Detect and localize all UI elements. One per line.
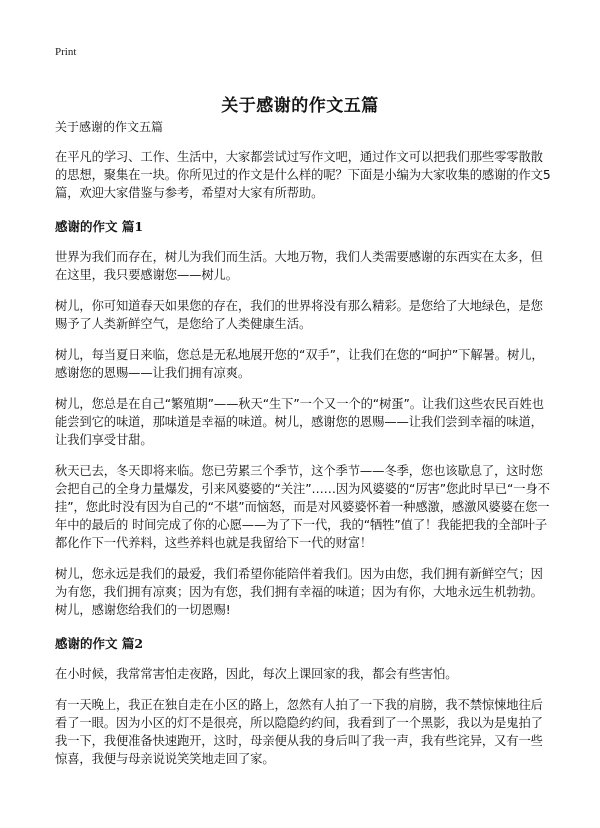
section-heading-1: 感谢的作文 篇1 xyxy=(55,219,144,234)
paragraph: 秋天已去，冬天即将来临。您已劳累三个季节，这个季节——冬季，您也该歇息了，这时您会把自己的全身力量爆发，引来风婆婆的“关注”……因为风婆婆的“厉害”您此时早已“一身不挂”，您此时没有因为自己的“不堪”而恼怒，而是对风婆婆怀着一种感激，感激风婆婆在您一年中的最后的 时间完成了你的心愿——为了下一代，我的“牺牲”值了！我能把我的全部叶子都化作下一代养料，这些养料也就是我留给下一代的财富！ xyxy=(55,464,550,550)
document-title: 关于感谢的作文五篇 xyxy=(221,96,379,117)
paragraph: 在小时候，我常常害怕走夜路，因此，每次上课回家的我，都会有些害怕。 xyxy=(55,667,458,681)
paragraph: 树儿，您永远是我们的最爱，我们希望你能陪伴着我们。因为由您，我们拥有新鲜空气；因为有您，我们拥有凉爽；因为有您，我们拥有幸福的味道；因为有你，大地永远生机勃勃。树儿，感谢您给我们的一切恩赐! xyxy=(55,567,543,617)
paragraph: 有一天晚上，我正在独自走在小区的路上，忽然有人拍了一下我的肩膀，我不禁惊悚地往后看了一眼。因为小区的灯不是很亮，所以隐隐约约间，我看到了一个黑影，我以为是鬼拍了我一下，我便准备快速跑开，这时，母亲便从我的身后叫了我一声，我有些诧异，又有一些惊喜，我便与母亲说说笑笑地走回了家。 xyxy=(55,698,543,766)
paragraph: 树儿，每当夏日来临，您总是无私地展开您的“双手”，让我们在您的“呵护”下解暑。树儿，感谢您的恩赐——让我们拥有凉爽。 xyxy=(55,348,544,380)
intro-paragraph: 在平凡的学习、工作、生活中，大家都尝试过写作文吧，通过作文可以把我们那些零零散散的思想，聚集在一块。你所见过的作文是什么样的呢？下面是小编为大家收集的感谢的作文5篇，欢迎大家借鉴与参考，希望对大家有所帮助。 xyxy=(55,150,551,200)
paragraph: 世界为我们而存在，树儿为我们而生活。大地万物，我们人类需要感谢的东西实在太多，但在这里，我只要感谢您——树儿。 xyxy=(55,250,543,282)
paragraph: 树儿，你可知道春天如果您的存在，我们的世界将没有那么精彩。是您给了大地绿色，是您赐予了人类新鲜空气，是您给了人类健康生活。 xyxy=(55,299,543,331)
document-body xyxy=(55,118,555,781)
paragraph: 树儿，您总是在自己“繁殖期”——秋天“生下”一个又一个的“树蛋”。让我们这些农民百姓也能尝到它的味道，那味道是幸福的味道。树儿，感谢您的恩赐——让我们尝到幸福的味道，让我们享受甘甜。 xyxy=(55,397,544,447)
print-label: Print xyxy=(55,46,77,58)
document-subtitle: 关于感谢的作文五篇 xyxy=(55,120,164,134)
section-heading-2: 感谢的作文 篇2 xyxy=(55,636,144,651)
